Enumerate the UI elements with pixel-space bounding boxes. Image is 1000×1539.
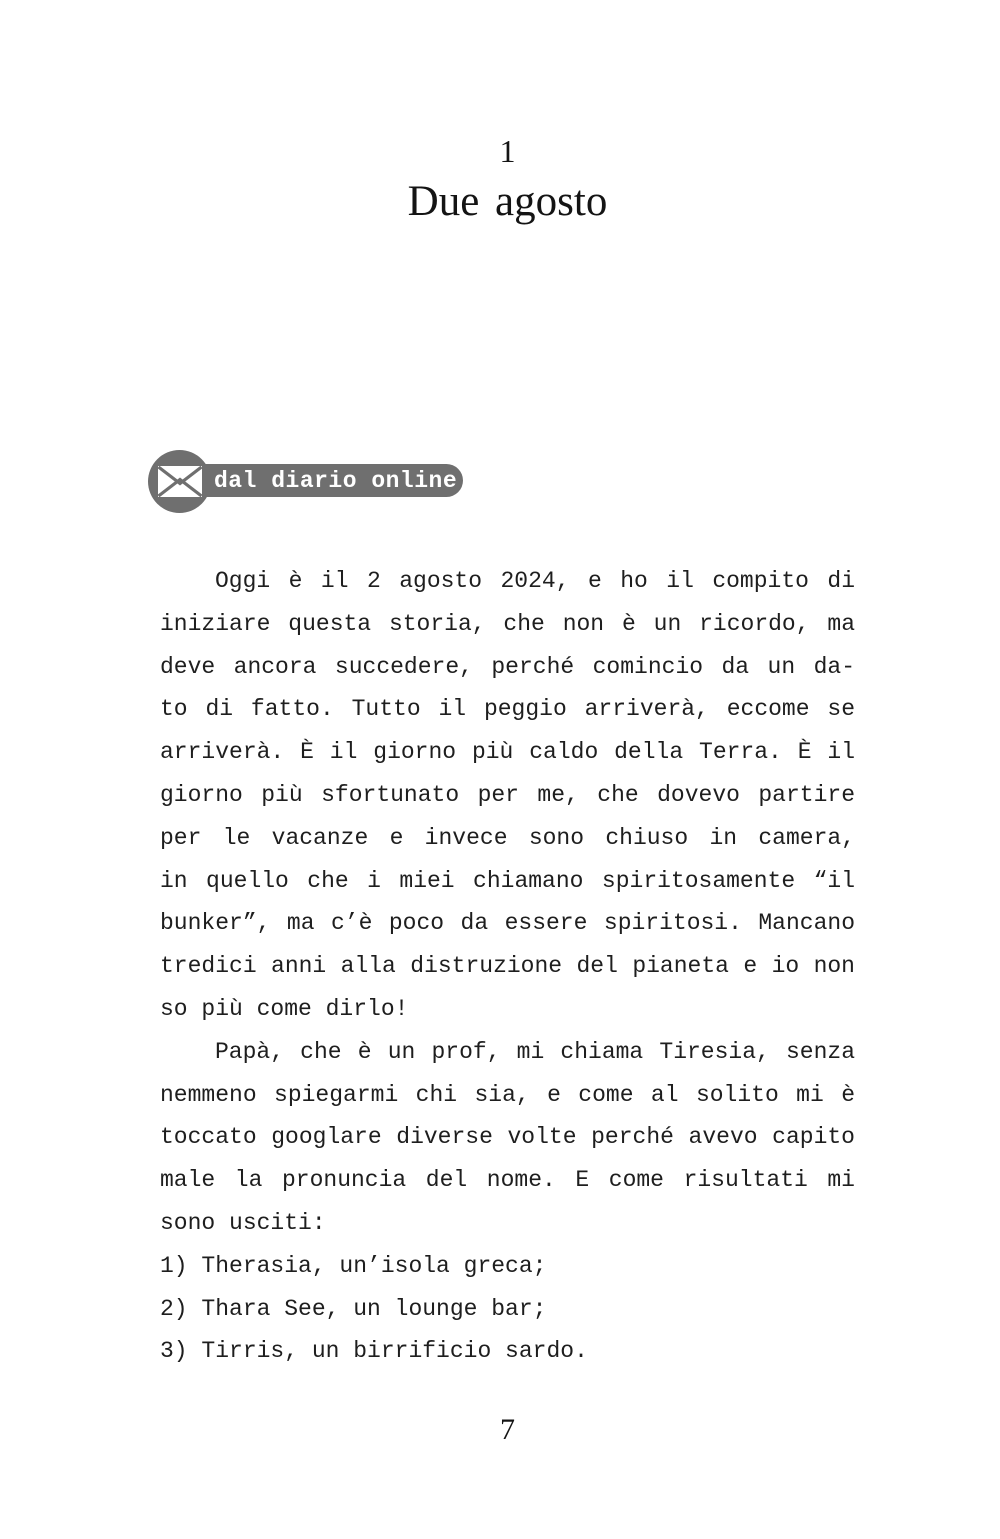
text-line: so più come dirlo! bbox=[160, 995, 409, 1022]
badge-circle bbox=[148, 450, 211, 513]
diary-badge bbox=[148, 450, 478, 514]
envelope-icon bbox=[157, 465, 203, 498]
text-line: bunker”, ma c’è poco da essere spiritosi. Mancano bbox=[160, 910, 855, 937]
text-line: male la pronuncia del nome. E come risultati mi bbox=[160, 1167, 855, 1194]
text-line: in quello che i miei chiamano spiritosamente “il bbox=[160, 867, 855, 894]
list-item: 1) Therasia, un’isola greca; bbox=[160, 1252, 547, 1279]
text-line: per le vacanze e invece sono chiuso in camera, bbox=[160, 824, 855, 851]
list-item: 2) Thara See, un lounge bar; bbox=[160, 1295, 547, 1322]
text-line: iniziare questa storia, che non è un ricordo, ma bbox=[160, 610, 855, 637]
text-line: tredici anni alla distruzione del pianeta e io non bbox=[160, 953, 855, 980]
text-line: deve ancora succedere, perché comincio da un da- bbox=[160, 653, 855, 680]
badge-pill bbox=[176, 464, 463, 497]
page-number: 7 bbox=[500, 1413, 515, 1446]
badge-label: dal diario online bbox=[214, 468, 458, 494]
chapter-number: 1 bbox=[499, 133, 516, 169]
text-line: Papà, che è un prof, mi chiama Tiresia, senza bbox=[215, 1038, 855, 1065]
chapter-title: Due agosto bbox=[407, 178, 608, 225]
text-line: toccato googlare diverse volte perché avevo capito bbox=[160, 1124, 855, 1151]
text-line: Oggi è il 2 agosto 2024, e ho il compito di bbox=[215, 568, 855, 594]
text-line: arriverà. È il giorno più caldo della Terra. È il bbox=[160, 739, 855, 766]
list-item: 3) Tirris, un birrificio sardo. bbox=[160, 1338, 588, 1365]
text-line: sono usciti: bbox=[160, 1209, 326, 1236]
body-text bbox=[160, 560, 855, 1373]
text-line: nemmeno spiegarmi chi sia, e come al solito mi è bbox=[160, 1081, 855, 1108]
text-line: giorno più sfortunato per me, che dovevo partire bbox=[160, 781, 855, 808]
text-line: to di fatto. Tutto il peggio arriverà, eccome se bbox=[160, 696, 855, 723]
